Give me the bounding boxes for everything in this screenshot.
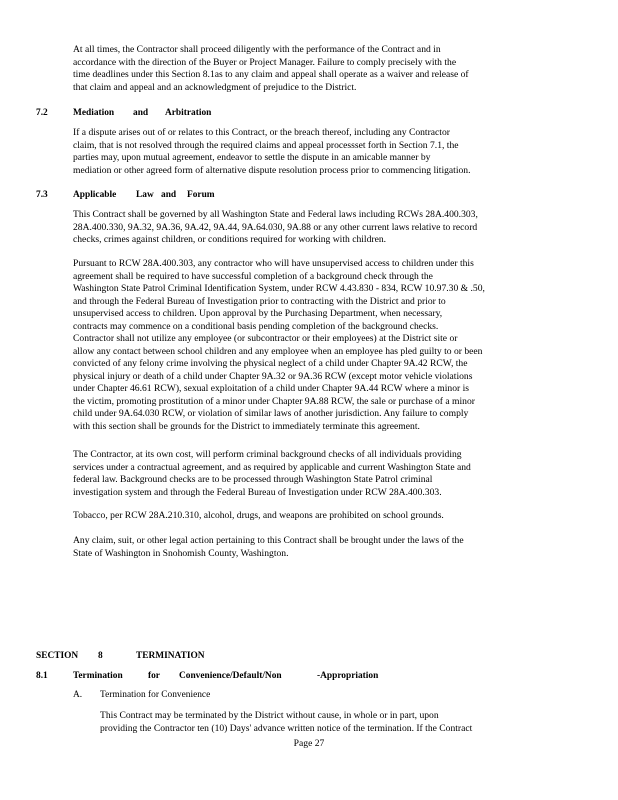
text-line: Washington State Patrol Criminal Identification System, under RCW 4.43.830 - 834, RCW 10.97.30 & .50, [73, 283, 485, 294]
subsection-a-letter: A. [73, 690, 83, 700]
text-line: federal law. Background checks are to be processed through Washington State Patrol criminal [73, 474, 433, 485]
mediation-paragraph [73, 127, 576, 177]
section-7-2-title-arbitration: Arbitration [165, 108, 212, 118]
text-line: allow any contact between school children and any employee when an employee has pled guilty to or been [73, 345, 483, 357]
intro-paragraph [73, 44, 576, 94]
page-number: Page 27 [293, 738, 325, 749]
text-line: that claim and appeal and an acknowledgment of prejudice to the District. [73, 81, 357, 93]
text-line: Contractor shall not utilize any employee (or subcontractor or their employees) at the District site or [73, 333, 458, 344]
governing-law-paragraph [73, 209, 576, 247]
text-line: providing the Contractor ten (10) Days' advance written notice of the termination. If the Contract [100, 722, 473, 734]
text-line: This Contract may be terminated by the District without cause, in whole or in part, upon [100, 710, 439, 721]
text-line: parties may, upon mutual agreement, endeavor to settle the dispute in an amicable manner by [73, 152, 431, 163]
section-7-3-number: 7.3 [36, 190, 48, 200]
section-7-3-title-law: Law [136, 190, 154, 200]
text-line: This Contract shall be governed by all Washington State and Federal laws including RCWs 28A.400.303, [73, 209, 478, 220]
text-line: checks, crimes against children, or conditions required for working with children. [73, 234, 387, 245]
text-line: 28A.400.330, 9A.32, 9A.36, 9A.42, 9A.44, 9A.64.030, 9A.88 or any other current laws relative to record [73, 221, 478, 233]
text-line: child under 9A.64.030 RCW, or violation of similar laws of another jurisdiction. Any failure to comply [73, 408, 469, 419]
section-8-label: SECTION [36, 651, 79, 661]
text-line: Any claim, suit, or other legal action pertaining to this Contract shall be brought under the laws of the [73, 535, 464, 546]
text-line: Pursuant to RCW 28A.400.303, any contractor who will have unsupervised access to children under this [73, 258, 474, 269]
text-line: with this section shall be grounds for the District to immediately terminate this agreement. [73, 420, 420, 432]
text-line: claim, that is not resolved through the required claims and appeal processset forth in Section 7.1, the [73, 139, 459, 151]
section-8-1-title-convenience: Convenience/Default/Non [179, 671, 282, 681]
section-8-number: 8 [98, 651, 103, 661]
text-line: State of Washington in Snohomish County, Washington. [73, 547, 289, 559]
section-7-3-title-forum: Forum [187, 190, 215, 200]
contractor-checks-paragraph [73, 449, 576, 499]
prohibited-items-paragraph [73, 510, 576, 523]
text-line: At all times, the Contractor shall proceed diligently with the performance of the Contract and in [73, 44, 441, 55]
section-7-3-title-applicable: Applicable [73, 190, 117, 200]
text-line: accordance with the direction of the Buyer or Project Manager. Failure to comply precisely with the [73, 56, 457, 68]
text-line: unsupervised access to children. Upon approval by the Purchasing Department, when necessary, [73, 308, 443, 319]
text-line: The Contractor, at its own cost, will perform criminal background checks of all individuals providing [73, 449, 462, 460]
text-line: Tobacco, per RCW 28A.210.310, alcohol, drugs, and weapons are prohibited on school grounds. [73, 510, 444, 521]
text-line: under Chapter 46.61 RCW), sexual exploitation of a child under Chapter 9A.44 RCW where a minor is [73, 383, 470, 394]
section-7-2-title-and: and [133, 108, 149, 118]
section-8-1-title-termination: Termination [73, 671, 123, 681]
text-line: investigation system and through the Federal Bureau of Investigation under RCW 28A.400.303. [73, 486, 442, 498]
text-line: the victim, promoting prostitution of a minor under Chapter 9A.88 RCW, the sale or purchase of a minor [73, 395, 475, 407]
section-8-title: TERMINATION [136, 651, 205, 661]
text-line: services under a contractual agreement, and as required by applicable and current Washington State and [73, 461, 471, 473]
venue-paragraph [73, 535, 576, 560]
section-8-1-title-appropriation: -Appropriation [317, 671, 379, 681]
section-8-1-title-for: for [148, 671, 160, 681]
termination-paragraph [100, 710, 576, 735]
section-7-2-title-mediation: Mediation [73, 108, 115, 118]
text-line: convicted of any felony crime involving the physical neglect of a child under Chapter 9A.42 RCW, the [73, 358, 468, 369]
text-line: and through the Federal Bureau of Investigation prior to contracting with the District and prior to [73, 295, 446, 307]
text-line: contracts may commence on a conditional basis pending completion of the background checks. [73, 320, 439, 332]
background-check-paragraph [73, 258, 576, 433]
text-line: physical injury or death of a child under Chapter 9A.32 or 9A.36 RCW (except motor vehicle violations [73, 370, 473, 382]
subsection-a-title: Termination for Convenience [100, 690, 211, 700]
text-line: time deadlines under this Section 8.1as to any claim and appeal shall operate as a waiver and release of [73, 69, 469, 80]
section-8-1-number: 8.1 [36, 671, 48, 681]
section-7-3-title-and: and [161, 190, 177, 200]
text-line: mediation or other agreed form of alternative dispute resolution process prior to commencing litigation. [73, 164, 471, 176]
text-line: agreement shall be required to have successful completion of a background check through the [73, 270, 433, 282]
section-7-2-number: 7.2 [36, 108, 48, 118]
text-line: If a dispute arises out of or relates to this Contract, or the breach thereof, including any Contractor [73, 127, 450, 138]
